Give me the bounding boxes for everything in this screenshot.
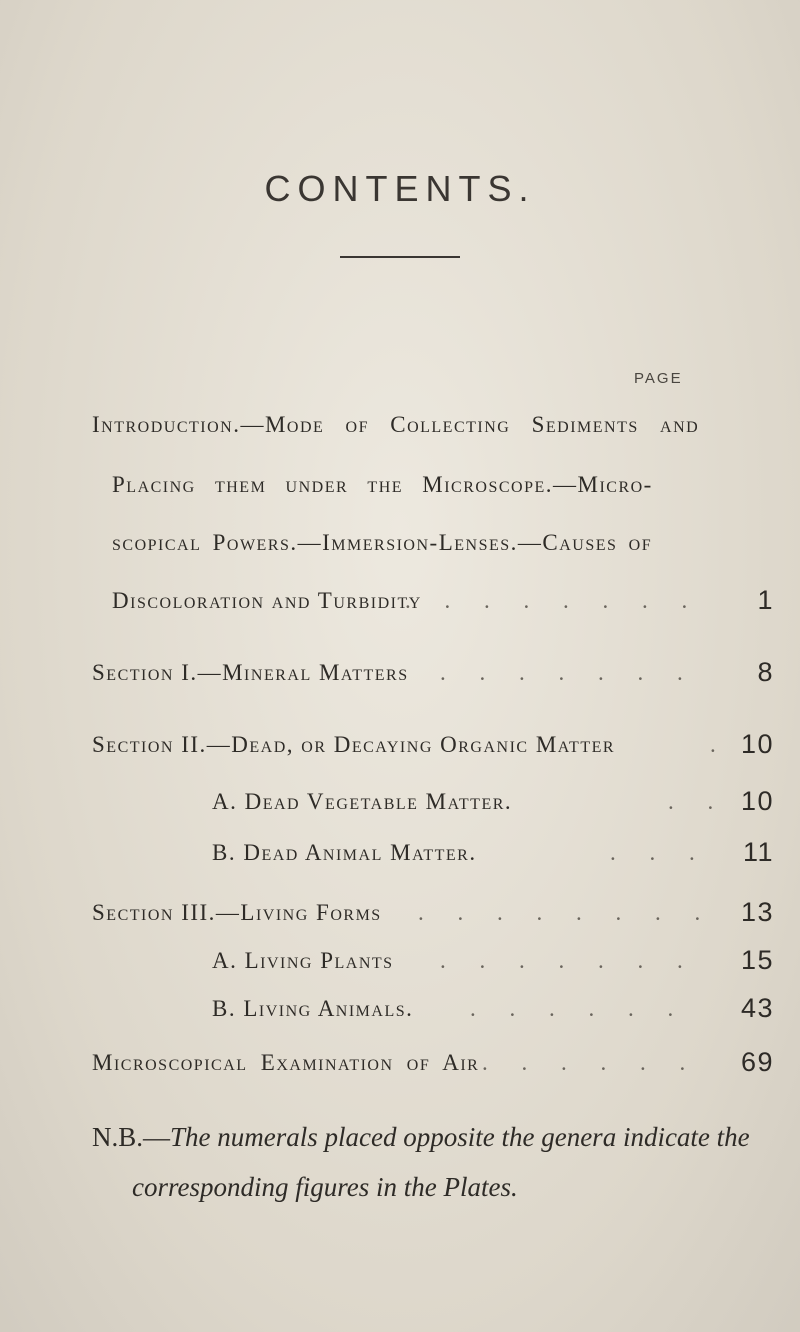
footnote-prefix: N.B.—: [92, 1122, 171, 1152]
dot-leader: . . . . . . .: [440, 948, 697, 973]
toc-entry-introduction-line-1: Introduction.—Mode of Collecting Sediments and: [92, 412, 700, 437]
footnote-text-continued: corresponding figures in the Plates.: [132, 1172, 518, 1202]
toc-entry-dead-vegetable-matter[interactable]: A. Dead Vegetable Matter. . . 10: [212, 786, 774, 816]
toc-entry-living-animals[interactable]: B. Living Animals. . . . . . . 43: [212, 993, 774, 1023]
dot-leader: .: [710, 732, 730, 757]
page-number: 8: [757, 657, 774, 687]
page-number: 15: [740, 945, 774, 975]
footnote-line-2: [132, 1172, 800, 1203]
page-number: 43: [740, 993, 774, 1023]
title-divider: [340, 256, 460, 258]
page-number: 69: [740, 1047, 774, 1077]
dot-leader: . . . . . . . .: [418, 900, 715, 925]
dot-leader: . . . . . .: [470, 996, 688, 1021]
footnote-text: The numerals placed opposite the genera indicate the: [170, 1122, 750, 1152]
page-number: 10: [740, 729, 774, 759]
page-number: 11: [742, 837, 774, 867]
page-number: 13: [740, 897, 774, 927]
dot-leader: . . . . . . . .: [405, 588, 702, 613]
toc-entry-living-plants[interactable]: A. Living Plants . . . . . . . 15: [212, 945, 774, 975]
toc-entry-microscopical-examination-of-air[interactable]: Microscopical Examination of Air . . . . . . 69: [92, 1047, 774, 1077]
page-column-label: PAGE: [634, 370, 683, 387]
toc-entry-section-1[interactable]: Section I.—Mineral Matters . . . . . . . 8: [92, 657, 774, 687]
dot-leader: . . . . . . .: [440, 660, 697, 685]
toc-entry-section-2[interactable]: Section II.—Dead, or Decaying Organic Matter . 10: [92, 729, 774, 759]
toc-entry-introduction-line-3: scopical Powers.—Immersion-Lenses.—Causes of: [112, 530, 653, 555]
toc-entry-introduction-line-4[interactable]: Discoloration and Turbidity . . . . . . . . 1: [112, 585, 774, 615]
toc-entry-section-3[interactable]: Section III.—Living Forms . . . . . . . . 13: [92, 897, 774, 927]
page-title: CONTENTS.: [264, 168, 536, 209]
dot-leader: . . . . . .: [482, 1050, 700, 1075]
page-number: 1: [757, 585, 774, 615]
page-number: 10: [740, 786, 774, 816]
toc-entry-introduction-line-2: Placing them under the Microscope.—Micro-: [112, 472, 653, 497]
dot-leader: . .: [668, 789, 728, 814]
footnote-line-1: [92, 1122, 792, 1153]
toc-entry-dead-animal-matter[interactable]: B. Dead Animal Matter. . . . 11: [212, 837, 774, 867]
dot-leader: . . .: [610, 840, 709, 865]
